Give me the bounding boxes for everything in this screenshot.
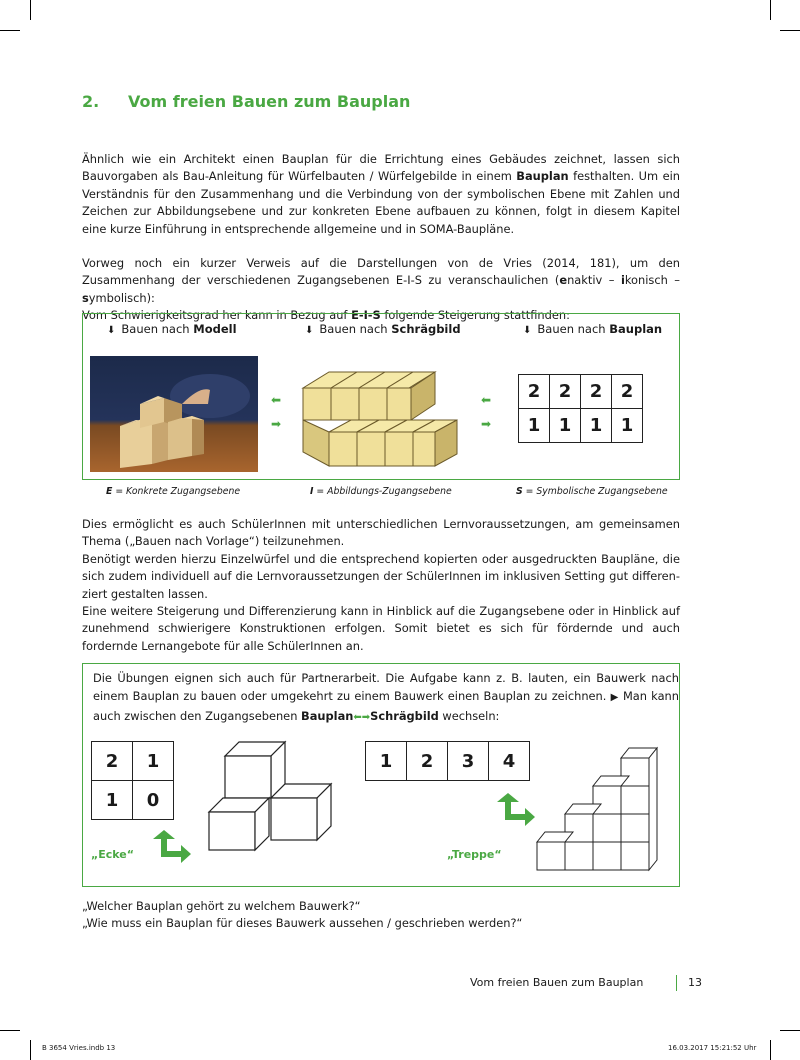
crop-mark: [0, 1030, 20, 1031]
example-box: [82, 663, 680, 887]
bent-arrow-icon: [149, 829, 193, 863]
treppe-cube-drawing: [529, 742, 669, 876]
question-2: „Wie muss ein Bauplan für dieses Bauwerk aussehen / geschrieben werden?“: [82, 916, 523, 931]
header-bauplan: [523, 322, 662, 336]
middle-paragraph-3: Eine weitere Steigerung und Differenzierung kann in Hinblick auf die Zugangsebene oder in Hinblick auf zunehmend schwierigere Konstruktionen erfolgen. Somit bietet es sich für fördernde und auch fordernde Lernangebote für alle SchülerInnen an.: [82, 604, 680, 653]
header-model: [107, 322, 237, 336]
plan-cell: 1: [550, 409, 581, 443]
text: Bauen nach: [537, 322, 610, 336]
arrow-left-icon: ⬅: [481, 393, 492, 407]
arrow-down-icon: ⬇: [305, 325, 314, 336]
ecke-label: „Ecke“: [91, 848, 134, 861]
text: = Konkrete Zugangsebene: [112, 486, 241, 497]
page-number: 13: [688, 976, 702, 989]
text: Die Übungen eignen sich auch für Partnerarbeit. Die Aufgabe kann z. B. lauten, ein Bauwerk nach einem Bauplan zu bauen oder umgekehrt zu einem Bauwerk einen Bauplan zu zeichnen.: [93, 671, 679, 703]
text-bold: E: [106, 486, 113, 497]
plan-cell: 2: [612, 375, 643, 409]
plan-cell: 4: [489, 742, 530, 781]
wooden-cubes-photo: [90, 356, 258, 472]
text: konisch –: [624, 273, 680, 288]
crop-mark: [780, 30, 800, 31]
plan-cell: 1: [133, 742, 174, 781]
level-e: [106, 486, 240, 497]
crop-mark: [0, 30, 20, 31]
heading-number: 2.: [82, 92, 100, 111]
plan-cell: 1: [366, 742, 407, 781]
footer-title: Vom freien Bauen zum Bauplan: [470, 976, 644, 989]
text-bold: e: [559, 273, 568, 288]
plan-cell: 1: [92, 781, 133, 820]
plan-cell: 2: [92, 742, 133, 781]
treppe-plan-grid: [365, 741, 530, 781]
question-1: „Welcher Bauplan gehört zu welchem Bauwerk?“: [82, 899, 361, 913]
text-bold: Schrägbild: [391, 322, 461, 336]
crop-mark: [770, 1040, 771, 1060]
plan-cell: 2: [407, 742, 448, 781]
text: naktiv –: [567, 273, 621, 288]
crop-mark: [770, 0, 771, 20]
page-footer: [470, 976, 700, 989]
page-heading: [82, 92, 410, 111]
plan-cell: 1: [519, 409, 550, 443]
text: Bauen nach: [319, 322, 392, 336]
oblique-cube-drawing: [301, 358, 461, 470]
crop-mark: [30, 1040, 31, 1060]
level-s: [516, 486, 668, 497]
text-bold: Bauplan: [301, 709, 354, 723]
plan-cell: 2: [581, 375, 612, 409]
text: Man kann auch zwischen den Zugangsebenen: [93, 689, 679, 723]
slug-right: 16.03.2017 15:21:52 Uhr: [668, 1044, 757, 1052]
levels-box: [82, 313, 680, 480]
level-i: [310, 486, 452, 497]
spacer: [82, 238, 680, 255]
bauplan-grid: [518, 374, 643, 443]
text: Ähnlich wie ein Architekt einen Bauplan für die Errichtung eines Gebäudes zeichnet, lassen sich Bauvorgaben als Bau-Anleitung für Würfelbauten / Würfelgebilde in einem: [82, 152, 680, 184]
middle-paragraph-2: Benötigt werden hierzu Einzelwürfel und die entsprechend kopierten oder ausgedruckten Baupläne, die sich zudem individuell auf die Lernvoraussetzungen der SchülerInnen im inklusiven Setting gut differenziert gestalten lassen.: [82, 551, 680, 601]
text-bold: I: [310, 486, 314, 497]
plan-cell: 2: [519, 375, 550, 409]
text-bold: Modell: [193, 322, 237, 336]
intro-text: [82, 151, 680, 325]
intro-paragraph-1: [82, 151, 680, 238]
text: festhalten. Um ein Verständnis für den Zusammenhang und die Verbindung von der symbolischen Ebene mit Zahlen und Zeichen zur Abbildungsebene und zur konkreten Ebene aufbauen zu können, folgt in diesem Kapitel eine kurze Einführung in entsprechende allgemeine und in SOMA-Baupläne.: [82, 169, 680, 236]
plan-cell: 0: [133, 781, 174, 820]
footer-divider: [676, 975, 677, 991]
text: folgende Steigerung stattfinden:: [380, 308, 570, 323]
questions: [82, 898, 680, 933]
heading-title: Vom freien Bauen zum Bauplan: [128, 92, 411, 111]
slug-left: B 3654 Vries.indb 13: [42, 1044, 116, 1052]
text: ymbolisch):: [88, 290, 155, 305]
ecke-cube-drawing: [205, 740, 345, 852]
plan-cell: 1: [581, 409, 612, 443]
text-bold: E-I-S: [351, 308, 381, 323]
text-bold: s: [82, 290, 89, 305]
text: wechseln:: [438, 709, 500, 723]
text-bold: Bauplan: [516, 169, 569, 184]
arrow-down-icon: ⬇: [107, 325, 116, 336]
header-schraegbild: [305, 322, 461, 336]
arrow-down-icon: ⬇: [523, 325, 532, 336]
intro-paragraph-2: [82, 255, 680, 307]
triangle-right-icon: ▶: [610, 692, 619, 703]
text: = Symbolische Zugangsebene: [522, 486, 668, 497]
plan-cell: 3: [448, 742, 489, 781]
ecke-plan-grid: [91, 741, 174, 820]
text-bold: S: [516, 486, 523, 497]
crop-mark: [30, 0, 31, 20]
middle-paragraph-1: Dies ermöglicht es auch SchülerInnen mit unterschiedlichen Lernvoraussetzungen, am gemeinsamen Thema („Bauen nach Vorlage“) teilzunehmen.: [82, 517, 680, 549]
crop-mark: [780, 1030, 800, 1031]
text: Bauen nach: [121, 322, 194, 336]
arrow-right-icon: ➡: [271, 417, 282, 431]
text-bold: Bauplan: [609, 322, 663, 336]
double-arrow-icon: ⬅➡: [353, 712, 371, 723]
text-bold: i: [620, 273, 625, 288]
plan-cell: 1: [612, 409, 643, 443]
text: Vom Schwierigkeitsgrad her kann in Bezug auf: [82, 308, 352, 323]
text: Vorweg noch ein kurzer Verweis auf die Darstellungen von de Vries (2014, 181), um den Zusammenhang der verschiedenen Zugangsebenen E-I-S zu veranschaulichen (: [82, 256, 680, 288]
middle-text: [82, 516, 680, 655]
text-bold: Schrägbild: [370, 709, 439, 723]
example-text: [93, 669, 679, 727]
treppe-label: „Treppe“: [447, 848, 502, 861]
plan-cell: 2: [550, 375, 581, 409]
text: = Abbildungs-Zugangsebene: [313, 486, 452, 497]
arrow-left-icon: ⬅: [271, 393, 282, 407]
arrow-right-icon: ➡: [481, 417, 492, 431]
